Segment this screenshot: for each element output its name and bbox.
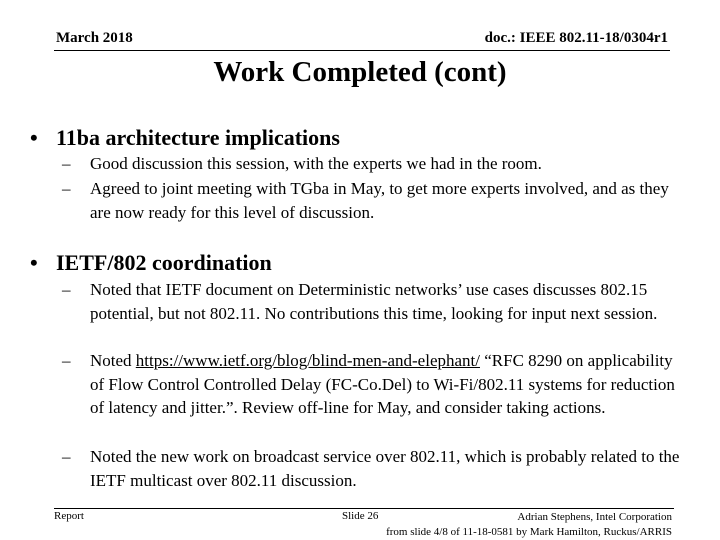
dash-icon: – <box>62 351 71 370</box>
sub-item <box>62 177 682 224</box>
sub-item-text: Noted that IETF document on Deterministic networks’ use cases discusses 802.15 potential, but not 802.11. No contributions this time, looking for input next session. <box>90 280 658 323</box>
sub-item-text: Noted the new work on broadcast service over 802.11, which is probably related to the IETF multicast over 802.11 discussion. <box>90 447 680 490</box>
header-divider <box>54 50 670 51</box>
dash-icon: – <box>62 154 71 173</box>
sub-item-text: Good discussion this session, with the experts we had in the room. <box>90 154 542 173</box>
bullet-icon: • <box>30 125 38 150</box>
sub-item-with-link <box>62 349 682 420</box>
footer-divider <box>54 508 674 509</box>
heading-text: IETF/802 coordination <box>56 250 272 275</box>
slide-title: Work Completed (cont) <box>213 56 507 88</box>
heading-text: 11ba architecture implications <box>56 125 340 150</box>
footer-report: Report <box>54 510 84 522</box>
sub-item <box>62 278 682 325</box>
link-prefix: Noted <box>90 351 136 370</box>
dash-icon: – <box>62 447 71 466</box>
footer-author-line1: Adrian Stephens, Intel Corporation <box>517 511 672 523</box>
ietf-blog-link[interactable]: https://www.ietf.org/blog/blind-men-and-elephant/ <box>135 351 480 370</box>
bullet-heading-11ba <box>30 125 340 151</box>
link-suffix: “RFC 8290 on applicability of Flow Control Controlled Delay (FC-Co.Del) to Wi-Fi/802.11 systems for reduction of latency and jitter.”. Review off-line for May, and consider taking actions. <box>90 351 675 418</box>
footer-slide-number: Slide 26 <box>342 510 379 522</box>
sub-item <box>62 152 682 176</box>
footer-author-line2: from slide 4/8 of 11-18-0581 by Mark Hamilton, Ruckus/ARRIS <box>386 526 672 538</box>
header-doc-id: doc.: IEEE 802.11-18/0304r1 <box>484 30 668 46</box>
footer-author <box>386 510 672 540</box>
bullet-heading-ietf <box>30 250 272 276</box>
dash-icon: – <box>62 179 71 198</box>
bullet-icon: • <box>30 250 38 275</box>
sub-item-text: Agreed to joint meeting with TGba in May, to get more experts involved, and as they are now ready for this level of discussion. <box>90 179 669 222</box>
sub-item-text <box>90 349 682 420</box>
header-date: March 2018 <box>56 30 133 46</box>
dash-icon: – <box>62 280 71 299</box>
sub-item <box>62 445 682 492</box>
